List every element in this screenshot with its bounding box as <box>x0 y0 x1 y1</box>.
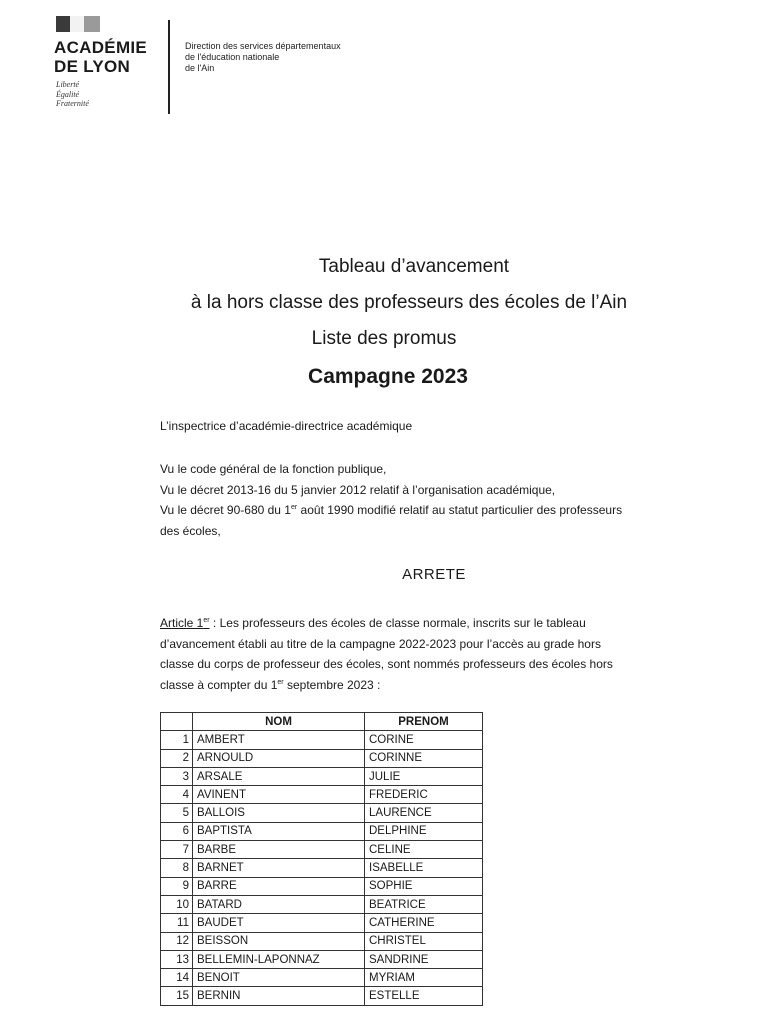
row-nom: BALLOIS <box>193 804 365 822</box>
brand-line-1: ACADÉMIE <box>54 38 148 57</box>
article-label: Article 1er <box>160 616 210 630</box>
row-prenom: CORINNE <box>365 749 483 767</box>
row-nom: BARRE <box>193 877 365 895</box>
table-header-row <box>161 713 483 731</box>
vu-line: Vu le décret 2013-16 du 5 janvier 2012 relatif à l’organisation académique, <box>160 482 556 497</box>
direction-label <box>185 41 341 74</box>
row-nom: BELLEMIN-LAPONNAZ <box>193 950 365 968</box>
direction-line: de l'éducation nationale <box>185 52 280 62</box>
article-line: classe du corps de professeur des écoles, sont nommés professeurs des écoles hors <box>160 657 613 671</box>
article-line: d’avancement établi au titre de la campagne 2022-2023 pour l’accès au grade hors <box>160 636 601 651</box>
row-number: 7 <box>161 841 193 859</box>
row-number: 8 <box>161 859 193 877</box>
row-nom: ARNOULD <box>193 749 365 767</box>
row-prenom: FREDERIC <box>365 786 483 804</box>
row-number: 14 <box>161 969 193 987</box>
republic-motto <box>56 80 89 109</box>
table-row <box>161 969 483 987</box>
table-row <box>161 987 483 1005</box>
table-row <box>161 731 483 749</box>
row-nom: BARNET <box>193 859 365 877</box>
direction-line: Direction des services départementaux <box>185 41 341 51</box>
article-text: : Les professeurs des écoles de classe normale, inscrits sur le tableau <box>209 616 586 630</box>
table-row <box>161 749 483 767</box>
column-header-nom: NOM <box>193 713 365 731</box>
motto-line: Égalité <box>56 89 80 99</box>
table-row <box>161 877 483 895</box>
row-number: 15 <box>161 987 193 1005</box>
direction-line: de l'Ain <box>185 63 215 73</box>
table-row <box>161 859 483 877</box>
marianne-flag-logo <box>56 16 100 32</box>
row-nom: BATARD <box>193 895 365 913</box>
row-number: 9 <box>161 877 193 895</box>
article-line <box>160 613 720 634</box>
document-title-line-2: à la hors classe des professeurs des écoles de l’Ain <box>190 292 628 313</box>
row-number: 11 <box>161 914 193 932</box>
row-prenom: SANDRINE <box>365 950 483 968</box>
legal-references <box>160 459 720 541</box>
vu-line: des écoles, <box>160 523 221 538</box>
vu-line: Vu le décret 90-680 du 1er août 1990 modifié relatif au statut particulier des professeurs <box>160 503 623 517</box>
row-prenom: BEATRICE <box>365 895 483 913</box>
row-nom: ARSALE <box>193 767 365 785</box>
row-nom: BAUDET <box>193 914 365 932</box>
arrete-heading: ARRETE <box>402 566 466 583</box>
table-row <box>161 914 483 932</box>
table-row <box>161 804 483 822</box>
row-prenom: CORINE <box>365 731 483 749</box>
article-1 <box>160 613 720 695</box>
row-number: 3 <box>161 767 193 785</box>
row-nom: BENOIT <box>193 969 365 987</box>
row-nom: AMBERT <box>193 731 365 749</box>
row-prenom: JULIE <box>365 767 483 785</box>
row-nom: BEISSON <box>193 932 365 950</box>
row-prenom: CATHERINE <box>365 914 483 932</box>
row-number: 5 <box>161 804 193 822</box>
table-row <box>161 895 483 913</box>
table-row <box>161 822 483 840</box>
row-number: 1 <box>161 731 193 749</box>
signatory-line: L’inspectrice d’académie-directrice académique <box>160 419 413 433</box>
table-row <box>161 950 483 968</box>
row-nom: BAPTISTA <box>193 822 365 840</box>
document-title-line-3: Liste des promus <box>311 328 457 349</box>
row-number: 4 <box>161 786 193 804</box>
brand-line-2: DE LYON <box>54 57 131 76</box>
table-row <box>161 786 483 804</box>
document-title-line-1: Tableau d’avancement <box>318 256 510 277</box>
row-prenom: ESTELLE <box>365 987 483 1005</box>
row-prenom: MYRIAM <box>365 969 483 987</box>
motto-line: Fraternité <box>56 99 89 108</box>
row-number: 6 <box>161 822 193 840</box>
motto-line: Liberté <box>56 80 80 89</box>
row-number: 12 <box>161 932 193 950</box>
article-line: classe à compter du 1er septembre 2023 : <box>160 677 381 692</box>
row-nom: BARBE <box>193 841 365 859</box>
campaign-title: Campagne 2023 <box>308 365 468 388</box>
academie-logo-text <box>54 38 147 76</box>
row-number: 2 <box>161 749 193 767</box>
row-prenom: LAURENCE <box>365 804 483 822</box>
vu-line: Vu le code général de la fonction publique, <box>160 462 387 476</box>
row-prenom: CHRISTEL <box>365 932 483 950</box>
header-divider <box>168 20 170 114</box>
row-prenom: DELPHINE <box>365 822 483 840</box>
row-prenom: SOPHIE <box>365 877 483 895</box>
table-row <box>161 841 483 859</box>
row-nom: BERNIN <box>193 987 365 1005</box>
row-nom: AVINENT <box>193 786 365 804</box>
column-header-prenom: PRENOM <box>365 713 483 731</box>
row-prenom: ISABELLE <box>365 859 483 877</box>
row-number: 10 <box>161 895 193 913</box>
promus-table <box>160 712 483 1006</box>
column-header-num <box>161 713 193 731</box>
table-row <box>161 932 483 950</box>
table-row <box>161 767 483 785</box>
row-prenom: CELINE <box>365 841 483 859</box>
row-number: 13 <box>161 950 193 968</box>
